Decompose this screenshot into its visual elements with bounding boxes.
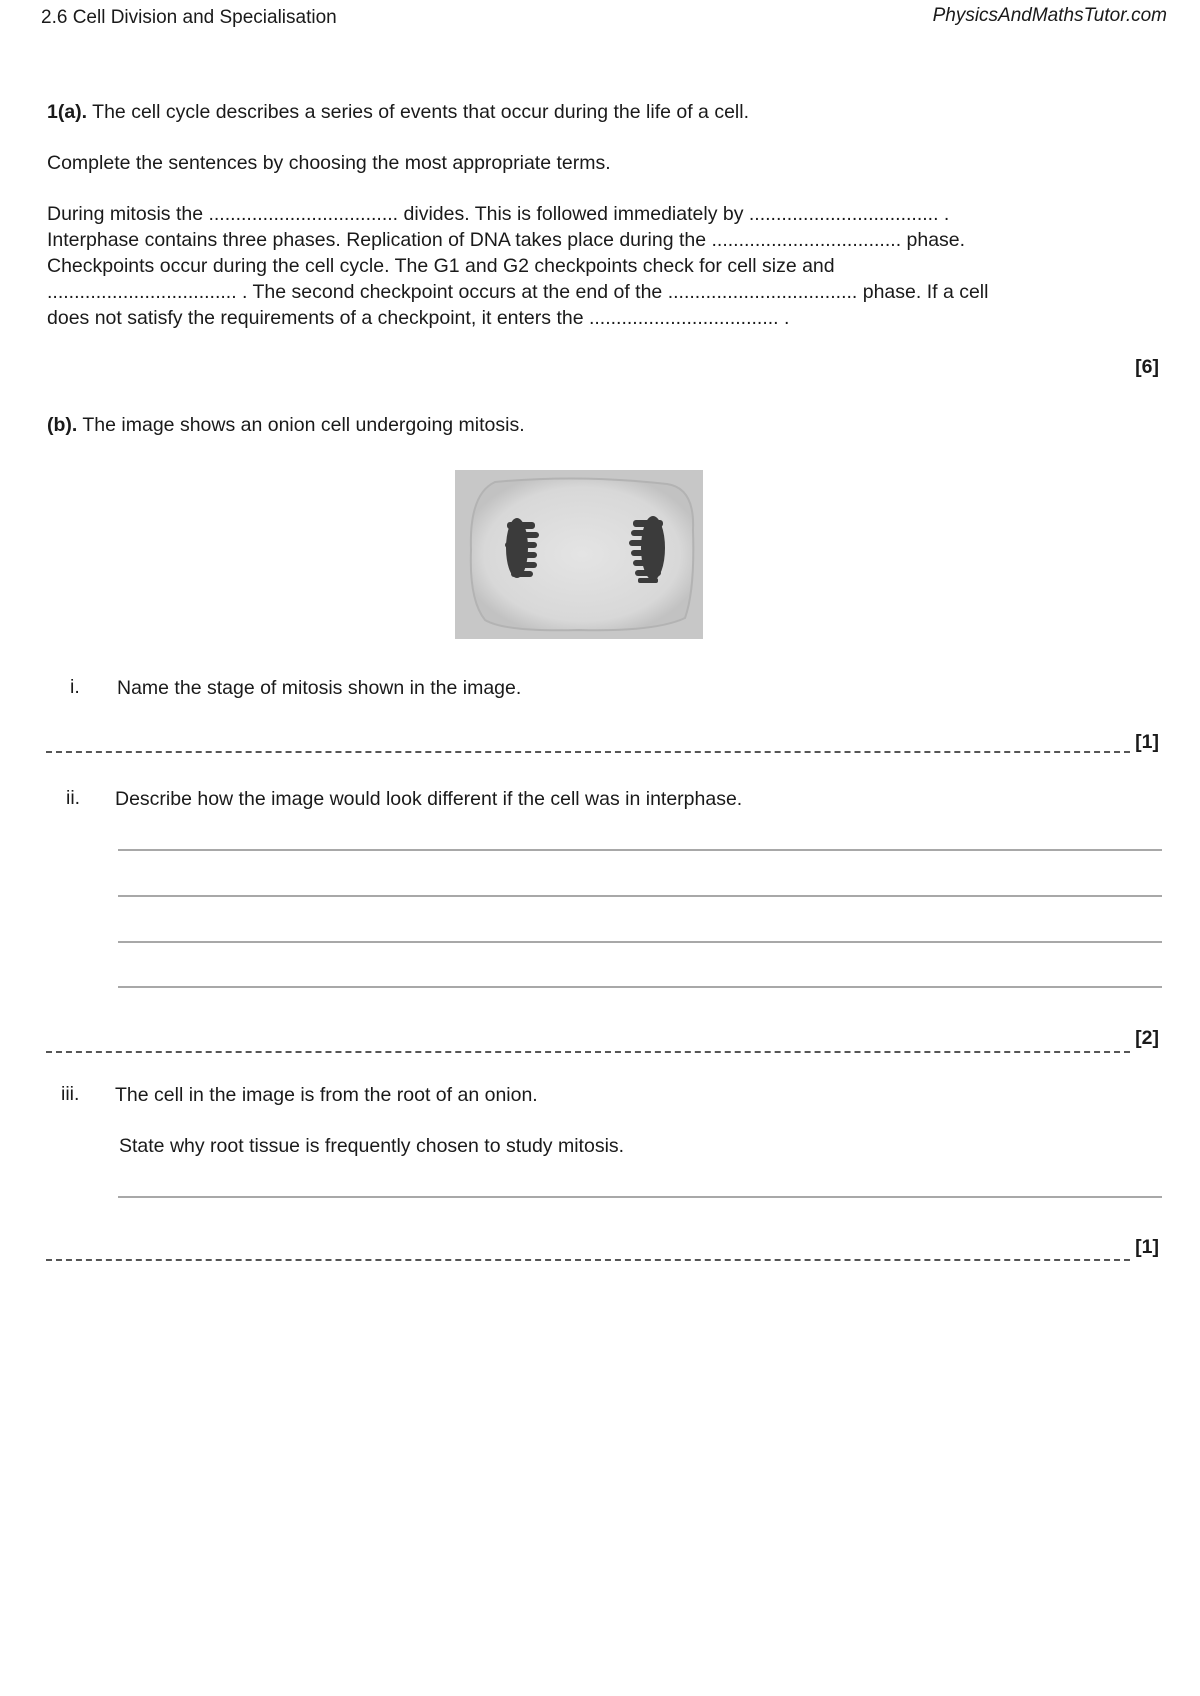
part-i-number: i. xyxy=(70,676,80,698)
page-header-source: PhysicsAndMathsTutor.com xyxy=(932,5,1167,26)
answer-line-iii-1[interactable] xyxy=(118,1196,1162,1198)
question-intro-text: The cell cycle describes a series of events that occur during the life of a cell. xyxy=(87,101,749,123)
marks-i: [1] xyxy=(1135,731,1159,753)
fill-in-line-5: does not satisfy the requirements of a checkpoint, it enters the ................................... . xyxy=(47,307,790,329)
fill-in-line-2: Interphase contains three phases. Replication of DNA takes place during the ................................... phase. xyxy=(47,229,966,251)
question-1a-instruction: Complete the sentences by choosing the most appropriate terms. xyxy=(47,152,611,174)
answer-line-iii-final[interactable] xyxy=(46,1259,1130,1261)
answer-line-ii-3[interactable] xyxy=(118,941,1162,943)
part-ii-number: ii. xyxy=(66,787,81,809)
question-number: 1(a). xyxy=(47,101,88,123)
part-iii-text: The cell in the image is from the root of an onion. xyxy=(115,1084,538,1106)
part-iii-question: State why root tissue is frequently chosen to study mitosis. xyxy=(119,1135,625,1157)
fill-in-line-4: ................................... . The second checkpoint occurs at the end of the ................................... phase. If a cell xyxy=(47,281,989,303)
part-i-text: Name the stage of mitosis shown in the image. xyxy=(117,677,522,699)
answer-line-ii-final[interactable] xyxy=(46,1051,1130,1053)
marks-ii: [2] xyxy=(1135,1027,1159,1049)
marks-iii: [1] xyxy=(1135,1236,1159,1258)
part-iii-number: iii. xyxy=(61,1083,80,1105)
question-intro-text: The image shows an onion cell undergoing mitosis. xyxy=(77,414,525,436)
fill-in-line-3: Checkpoints occur during the cell cycle. The G1 and G2 checkpoints check for cell size and xyxy=(47,255,835,277)
page-header-title: 2.6 Cell Division and Specialisation xyxy=(41,7,337,28)
onion-cell-micrograph xyxy=(455,470,703,639)
answer-line-ii-4[interactable] xyxy=(118,986,1162,988)
question-number: (b). xyxy=(47,414,78,436)
answer-line-ii-1[interactable] xyxy=(118,849,1162,851)
marks-1a: [6] xyxy=(1135,356,1159,378)
fill-in-line-1: During mitosis the ................................... divides. This is followed immediately by ................................... . xyxy=(47,203,950,225)
question-1a-intro xyxy=(47,99,749,125)
question-1b-intro xyxy=(47,412,525,438)
part-ii-text: Describe how the image would look different if the cell was in interphase. xyxy=(115,788,743,810)
answer-line-ii-2[interactable] xyxy=(118,895,1162,897)
answer-line-i[interactable] xyxy=(46,751,1130,753)
